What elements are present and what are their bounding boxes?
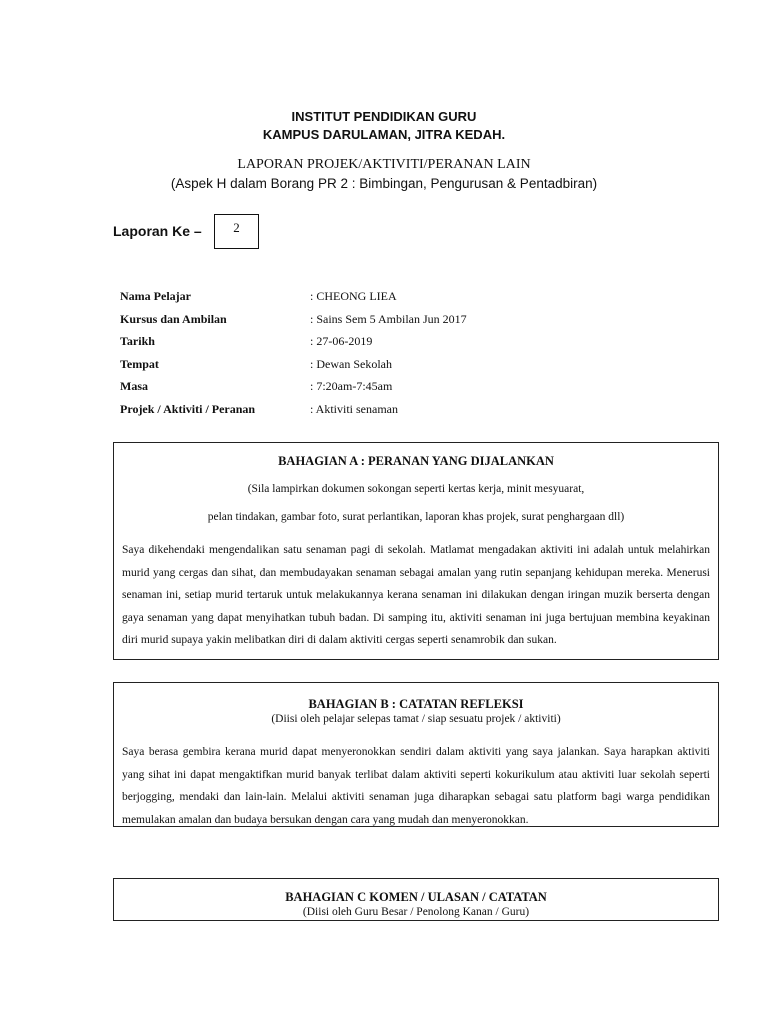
info-label: Kursus dan Ambilan (120, 311, 227, 326)
section-b-body: Saya berasa gembira kerana murid dapat menyeronokkan sendiri dalam aktiviti yang saya jalankan. Saya harapkan aktiviti yang sihat ini dapat mengaktifkan murid banyak terlibat dalam aktiviti seperti kokurikulum atau aktiviti luar sekolah seperti berjogging, mendaki dan lain-lain. Melalui aktiviti senaman juga diharapkan sebagai satu platform bagi warga pendidikan memulakan amalan dan budaya bersukan dengan cara yang mudah dan menyeronokkan. (122, 746, 710, 826)
info-label: Masa (120, 379, 148, 394)
institution-name: INSTITUT PENDIDIKAN GURU (291, 109, 477, 124)
info-label: Tarikh (120, 334, 155, 349)
info-value: : CHEONG LIEA (310, 289, 397, 303)
laporan-label: Laporan Ke – (113, 223, 202, 239)
report-subtitle: (Aspek H dalam Borang PR 2 : Bimbingan, Pengurusan & Pentadbiran) (170, 176, 598, 191)
section-a-note-line2: pelan tindakan, gambar foto, surat perlantikan, laporan khas projek, surat penghargaan dll) (207, 511, 625, 523)
info-label: Nama Pelajar (120, 289, 191, 303)
section-c-note: (Diisi oleh Guru Besar / Penolong Kanan / Guru) (302, 906, 530, 918)
section-b-title: BAHAGIAN B : CATATAN REFLEKSI (308, 697, 524, 711)
section-a-box (113, 442, 719, 660)
section-b-note: (Diisi oleh pelajar selepas tamat / siap sesuatu projek / aktiviti) (271, 713, 561, 725)
campus-name: KAMPUS DARULAMAN, JITRA KEDAH. (262, 127, 506, 142)
report-title: LAPORAN PROJEK/AKTIVITI/PERANAN LAIN (237, 157, 531, 172)
info-value: : Aktiviti senaman (310, 401, 398, 416)
info-label: Projek / Aktiviti / Peranan (120, 401, 256, 416)
info-label: Tempat (120, 356, 159, 371)
section-c-box (113, 878, 719, 921)
laporan-number-box: 2 (214, 214, 259, 249)
section-a-body: Saya dikehendaki mengendalikan satu senaman pagi di sekolah. Matlamat mengadakan aktiviti ini adalah untuk melahirkan murid yang cergas dan sihat, dan membudayakan senaman sebagai amalan yang rutin sepanjang kehidupan mereka. Menerusi senaman ini, setiap murid tertaruk untuk melakukannya kerana senaman ini dilakukan dengan iringan muzik berserta dengan gaya senaman yang dapat menyihatkan tubuh badan. Di samping itu, aktiviti senaman ini juga bertujuan membina keyakinan diri murid supaya yakin melibatkan diri di dalam aktiviti cergas seperti senamrobik dan sukan. (122, 544, 710, 646)
info-value: : Sains Sem 5 Ambilan Jun 2017 (310, 311, 467, 326)
section-a-note-line1: (Sila lampirkan dokumen sokongan seperti kertas kerja, minit mesyuarat, (247, 483, 585, 495)
institution-header (0, 108, 768, 144)
info-value: : 27-06-2019 (310, 334, 373, 349)
info-value: : 7:20am-7:45am (310, 379, 393, 394)
section-b-box (113, 682, 719, 827)
section-a-title: BAHAGIAN A : PERANAN YANG DIJALANKAN (278, 454, 554, 468)
info-value: : Dewan Sekolah (310, 356, 392, 371)
section-c-title: BAHAGIAN C KOMEN / ULASAN / CATATAN (285, 890, 547, 904)
